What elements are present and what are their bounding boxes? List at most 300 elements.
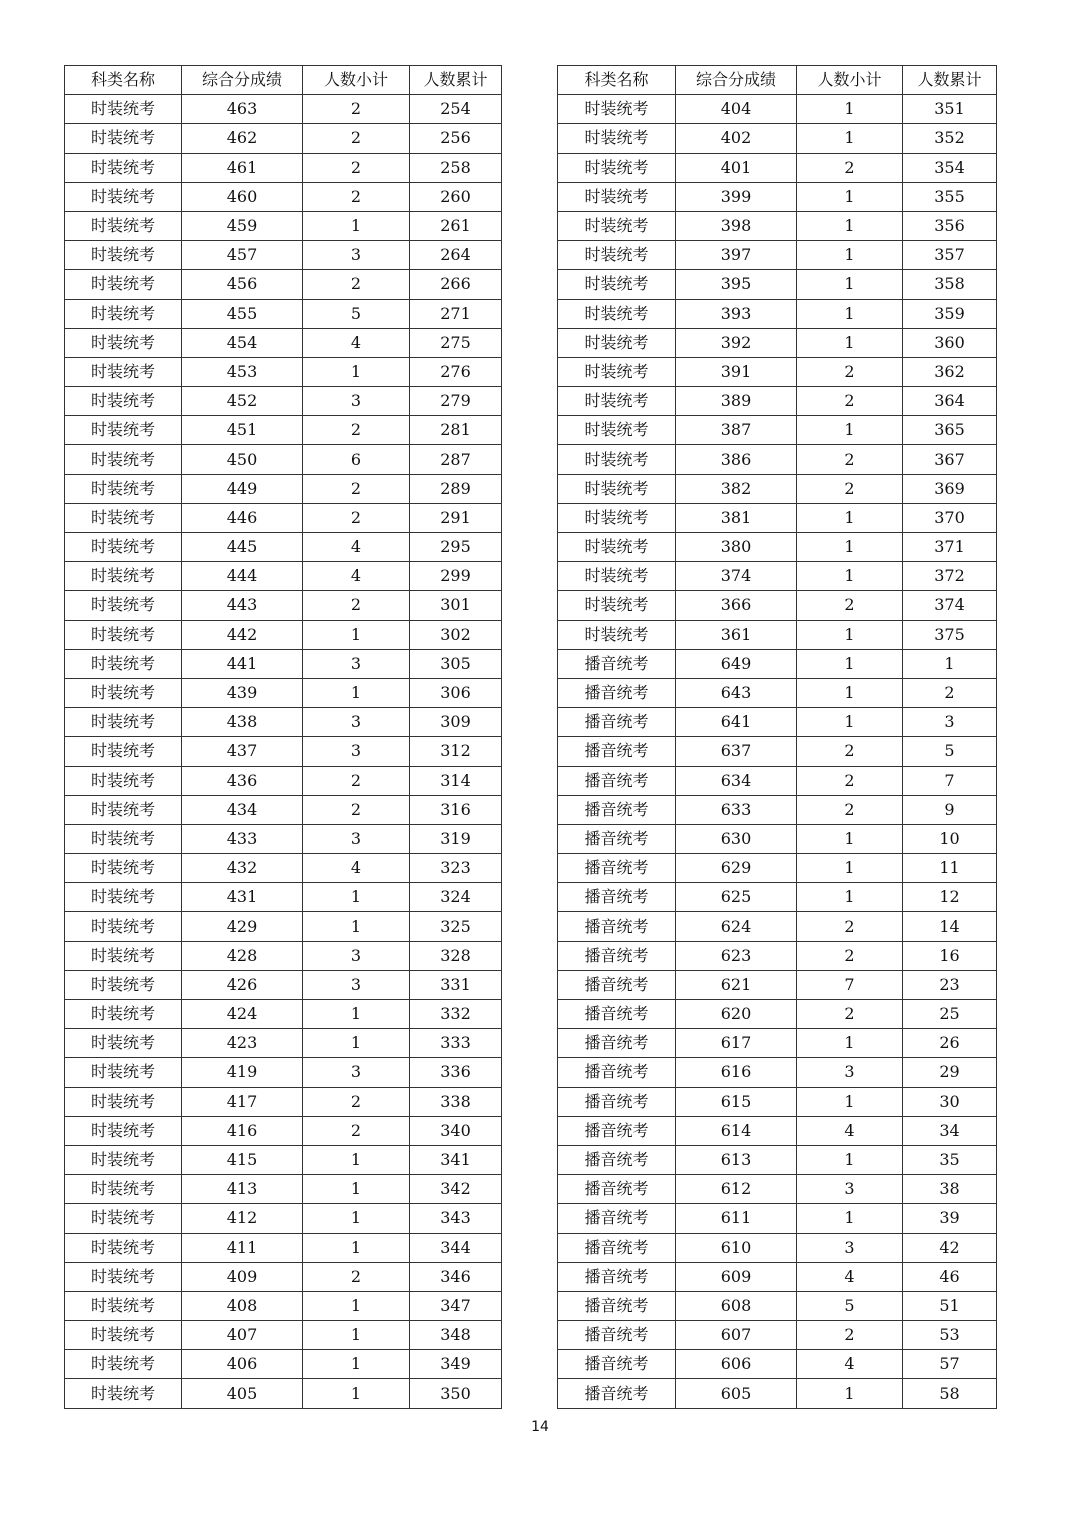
cell-category: 时装统考 (558, 182, 676, 211)
cell-score: 623 (676, 941, 797, 970)
cell-count: 1 (797, 883, 903, 912)
cell-category: 播音统考 (558, 1087, 676, 1116)
cell-count: 3 (303, 241, 410, 270)
cell-score: 446 (182, 503, 303, 532)
cell-count: 2 (797, 445, 903, 474)
cell-category: 播音统考 (558, 883, 676, 912)
cell-category: 时装统考 (558, 503, 676, 532)
cell-score: 395 (676, 270, 797, 299)
cell-category: 时装统考 (65, 620, 182, 649)
cell-category: 播音统考 (558, 1321, 676, 1350)
cell-cumulative: 287 (410, 445, 502, 474)
cell-count: 1 (303, 357, 410, 386)
table-row (65, 1029, 502, 1058)
cell-category: 时装统考 (65, 211, 182, 240)
table-row (558, 503, 997, 532)
cell-score: 615 (676, 1087, 797, 1116)
cell-count: 3 (303, 1058, 410, 1087)
cell-category: 播音统考 (558, 854, 676, 883)
cell-count: 1 (797, 503, 903, 532)
cell-count: 1 (797, 211, 903, 240)
table-row (558, 854, 997, 883)
cell-score: 610 (676, 1233, 797, 1262)
cell-count: 1 (797, 1029, 903, 1058)
cell-count: 1 (797, 562, 903, 591)
cell-score: 605 (676, 1379, 797, 1408)
cell-cumulative: 271 (410, 299, 502, 328)
table-row (65, 737, 502, 766)
cell-count: 1 (303, 620, 410, 649)
table-row (558, 737, 997, 766)
cell-cumulative: 301 (410, 591, 502, 620)
cell-cumulative: 254 (410, 95, 502, 124)
cell-cumulative: 23 (903, 970, 997, 999)
table-row (558, 1350, 997, 1379)
cell-category: 时装统考 (65, 795, 182, 824)
table-row (65, 533, 502, 562)
cell-count: 2 (303, 591, 410, 620)
table-header-row (65, 66, 502, 95)
cell-category: 时装统考 (558, 591, 676, 620)
cell-cumulative: 30 (903, 1087, 997, 1116)
cell-count: 2 (303, 503, 410, 532)
cell-category: 时装统考 (558, 533, 676, 562)
table-row (558, 416, 997, 445)
cell-cumulative: 364 (903, 387, 997, 416)
table-row (558, 124, 997, 153)
table-row (65, 95, 502, 124)
cell-category: 时装统考 (65, 153, 182, 182)
cell-category: 时装统考 (65, 854, 182, 883)
cell-count: 1 (797, 95, 903, 124)
cell-score: 454 (182, 328, 303, 357)
cell-count: 2 (797, 941, 903, 970)
cell-cumulative: 370 (903, 503, 997, 532)
cell-cumulative: 9 (903, 795, 997, 824)
cell-score: 437 (182, 737, 303, 766)
cell-count: 2 (797, 1000, 903, 1029)
cell-category: 播音统考 (558, 649, 676, 678)
cell-score: 452 (182, 387, 303, 416)
table-row (65, 912, 502, 941)
cell-count: 1 (797, 620, 903, 649)
header-cumulative: 人数累计 (410, 66, 502, 95)
cell-category: 时装统考 (65, 270, 182, 299)
cell-count: 4 (303, 562, 410, 591)
cell-cumulative: 354 (903, 153, 997, 182)
cell-count: 5 (797, 1291, 903, 1320)
cell-score: 428 (182, 941, 303, 970)
cell-category: 时装统考 (65, 1087, 182, 1116)
cell-category: 时装统考 (65, 1204, 182, 1233)
cell-category: 时装统考 (65, 474, 182, 503)
cell-score: 616 (676, 1058, 797, 1087)
table-row (65, 241, 502, 270)
cell-category: 时装统考 (65, 941, 182, 970)
cell-category: 时装统考 (558, 299, 676, 328)
cell-score: 386 (676, 445, 797, 474)
cell-count: 2 (303, 95, 410, 124)
table-row (558, 533, 997, 562)
cell-cumulative: 25 (903, 1000, 997, 1029)
cell-score: 405 (182, 1379, 303, 1408)
cell-category: 播音统考 (558, 1029, 676, 1058)
cell-cumulative: 3 (903, 708, 997, 737)
cell-category: 时装统考 (65, 649, 182, 678)
cell-cumulative: 12 (903, 883, 997, 912)
table-row (65, 387, 502, 416)
cell-score: 404 (676, 95, 797, 124)
cell-category: 时装统考 (65, 445, 182, 474)
table-row (558, 649, 997, 678)
cell-score: 463 (182, 95, 303, 124)
cell-count: 1 (797, 708, 903, 737)
cell-count: 4 (797, 1116, 903, 1145)
cell-count: 1 (797, 678, 903, 707)
cell-category: 时装统考 (65, 766, 182, 795)
cell-category: 时装统考 (65, 1116, 182, 1145)
cell-cumulative: 355 (903, 182, 997, 211)
cell-cumulative: 341 (410, 1145, 502, 1174)
cell-category: 播音统考 (558, 708, 676, 737)
cell-cumulative: 347 (410, 1291, 502, 1320)
table-row (558, 1321, 997, 1350)
cell-count: 2 (797, 153, 903, 182)
cell-category: 播音统考 (558, 795, 676, 824)
cell-score: 401 (676, 153, 797, 182)
table-row (558, 912, 997, 941)
cell-category: 时装统考 (558, 620, 676, 649)
table-row (558, 95, 997, 124)
cell-score: 408 (182, 1291, 303, 1320)
cell-category: 时装统考 (558, 387, 676, 416)
cell-score: 441 (182, 649, 303, 678)
page-number: 14 (531, 1419, 549, 1435)
cell-category: 时装统考 (558, 270, 676, 299)
cell-category: 时装统考 (65, 241, 182, 270)
cell-cumulative: 309 (410, 708, 502, 737)
cell-count: 3 (303, 824, 410, 853)
cell-category: 播音统考 (558, 912, 676, 941)
table-row (558, 1000, 997, 1029)
cell-score: 634 (676, 766, 797, 795)
cell-score: 380 (676, 533, 797, 562)
cell-count: 3 (797, 1058, 903, 1087)
cell-count: 2 (797, 795, 903, 824)
cell-score: 413 (182, 1175, 303, 1204)
cell-cumulative: 372 (903, 562, 997, 591)
cell-count: 1 (303, 1350, 410, 1379)
cell-cumulative: 365 (903, 416, 997, 445)
cell-cumulative: 367 (903, 445, 997, 474)
cell-cumulative: 348 (410, 1321, 502, 1350)
cell-count: 5 (303, 299, 410, 328)
cell-cumulative: 261 (410, 211, 502, 240)
cell-score: 609 (676, 1262, 797, 1291)
cell-score: 389 (676, 387, 797, 416)
header-count: 人数小计 (303, 66, 410, 95)
cell-score: 457 (182, 241, 303, 270)
table-row (65, 678, 502, 707)
cell-cumulative: 357 (903, 241, 997, 270)
cell-score: 361 (676, 620, 797, 649)
cell-cumulative: 336 (410, 1058, 502, 1087)
cell-cumulative: 5 (903, 737, 997, 766)
cell-cumulative: 325 (410, 912, 502, 941)
cell-count: 2 (797, 474, 903, 503)
cell-score: 451 (182, 416, 303, 445)
table-row (558, 445, 997, 474)
cell-cumulative: 346 (410, 1262, 502, 1291)
table-row (558, 1116, 997, 1145)
cell-count: 1 (797, 1204, 903, 1233)
cell-cumulative: 266 (410, 270, 502, 299)
cell-count: 2 (303, 766, 410, 795)
table-row (65, 766, 502, 795)
cell-score: 453 (182, 357, 303, 386)
cell-score: 614 (676, 1116, 797, 1145)
cell-cumulative: 2 (903, 678, 997, 707)
cell-category: 时装统考 (65, 824, 182, 853)
cell-count: 1 (303, 1204, 410, 1233)
cell-category: 时装统考 (558, 416, 676, 445)
cell-category: 时装统考 (65, 1350, 182, 1379)
cell-cumulative: 350 (410, 1379, 502, 1408)
cell-score: 624 (676, 912, 797, 941)
cell-count: 3 (303, 649, 410, 678)
cell-score: 460 (182, 182, 303, 211)
cell-category: 时装统考 (558, 211, 676, 240)
cell-count: 1 (797, 1379, 903, 1408)
cell-cumulative: 342 (410, 1175, 502, 1204)
cell-category: 播音统考 (558, 1350, 676, 1379)
cell-cumulative: 299 (410, 562, 502, 591)
cell-count: 4 (797, 1262, 903, 1291)
table-row (65, 270, 502, 299)
table-row (558, 1058, 997, 1087)
cell-score: 392 (676, 328, 797, 357)
score-table-left (64, 65, 502, 1409)
cell-count: 1 (303, 1291, 410, 1320)
table-row (65, 1000, 502, 1029)
table-row (558, 387, 997, 416)
cell-category: 时装统考 (65, 416, 182, 445)
cell-score: 431 (182, 883, 303, 912)
cell-count: 1 (797, 270, 903, 299)
cell-cumulative: 42 (903, 1233, 997, 1262)
cell-score: 606 (676, 1350, 797, 1379)
cell-score: 397 (676, 241, 797, 270)
cell-score: 612 (676, 1175, 797, 1204)
table-row (558, 1262, 997, 1291)
cell-score: 445 (182, 533, 303, 562)
cell-count: 1 (797, 1145, 903, 1174)
table-row (65, 299, 502, 328)
cell-count: 1 (303, 678, 410, 707)
cell-score: 398 (676, 211, 797, 240)
cell-score: 434 (182, 795, 303, 824)
cell-score: 462 (182, 124, 303, 153)
cell-category: 时装统考 (65, 182, 182, 211)
cell-category: 时装统考 (558, 328, 676, 357)
table-row (558, 795, 997, 824)
cell-cumulative: 279 (410, 387, 502, 416)
cell-count: 2 (303, 1087, 410, 1116)
cell-cumulative: 324 (410, 883, 502, 912)
table-row (65, 416, 502, 445)
cell-score: 426 (182, 970, 303, 999)
cell-count: 2 (303, 1116, 410, 1145)
cell-count: 1 (797, 299, 903, 328)
cell-cumulative: 359 (903, 299, 997, 328)
cell-score: 399 (676, 182, 797, 211)
cell-count: 1 (797, 124, 903, 153)
cell-cumulative: 351 (903, 95, 997, 124)
cell-cumulative: 7 (903, 766, 997, 795)
cell-cumulative: 369 (903, 474, 997, 503)
table-row (558, 182, 997, 211)
cell-score: 617 (676, 1029, 797, 1058)
cell-cumulative: 276 (410, 357, 502, 386)
table-row (65, 854, 502, 883)
cell-count: 2 (797, 912, 903, 941)
cell-count: 1 (303, 1145, 410, 1174)
cell-score: 613 (676, 1145, 797, 1174)
table-row (558, 211, 997, 240)
cell-cumulative: 14 (903, 912, 997, 941)
cell-score: 442 (182, 620, 303, 649)
cell-cumulative: 38 (903, 1175, 997, 1204)
cell-count: 1 (797, 1087, 903, 1116)
table-row (65, 795, 502, 824)
cell-cumulative: 51 (903, 1291, 997, 1320)
cell-category: 时装统考 (65, 95, 182, 124)
cell-category: 播音统考 (558, 1000, 676, 1029)
cell-score: 439 (182, 678, 303, 707)
cell-score: 633 (676, 795, 797, 824)
table-row (65, 445, 502, 474)
cell-count: 1 (797, 854, 903, 883)
cell-category: 播音统考 (558, 1145, 676, 1174)
cell-count: 3 (797, 1233, 903, 1262)
cell-category: 时装统考 (65, 737, 182, 766)
cell-cumulative: 352 (903, 124, 997, 153)
cell-count: 2 (303, 270, 410, 299)
cell-cumulative: 374 (903, 591, 997, 620)
cell-score: 407 (182, 1321, 303, 1350)
header-cumulative: 人数累计 (903, 66, 997, 95)
cell-cumulative: 358 (903, 270, 997, 299)
cell-score: 459 (182, 211, 303, 240)
table-row (65, 1350, 502, 1379)
table-row (65, 1204, 502, 1233)
cell-count: 1 (797, 824, 903, 853)
cell-count: 4 (797, 1350, 903, 1379)
cell-cumulative: 316 (410, 795, 502, 824)
cell-category: 播音统考 (558, 678, 676, 707)
table-row (65, 562, 502, 591)
cell-cumulative: 1 (903, 649, 997, 678)
cell-cumulative: 344 (410, 1233, 502, 1262)
cell-category: 时装统考 (65, 1262, 182, 1291)
cell-category: 时装统考 (65, 678, 182, 707)
cell-count: 1 (303, 1000, 410, 1029)
table-row (558, 708, 997, 737)
cell-score: 443 (182, 591, 303, 620)
cell-cumulative: 312 (410, 737, 502, 766)
cell-count: 4 (303, 854, 410, 883)
cell-score: 611 (676, 1204, 797, 1233)
cell-cumulative: 338 (410, 1087, 502, 1116)
table-row (558, 270, 997, 299)
table-row (65, 708, 502, 737)
table-row (558, 1379, 997, 1408)
table-row (65, 182, 502, 211)
cell-cumulative: 328 (410, 941, 502, 970)
cell-score: 444 (182, 562, 303, 591)
cell-category: 时装统考 (65, 562, 182, 591)
table-row (65, 824, 502, 853)
cell-score: 449 (182, 474, 303, 503)
cell-cumulative: 375 (903, 620, 997, 649)
cell-score: 416 (182, 1116, 303, 1145)
table-row (558, 941, 997, 970)
table-row (65, 1291, 502, 1320)
cell-count: 1 (797, 328, 903, 357)
cell-score: 406 (182, 1350, 303, 1379)
table-row (558, 620, 997, 649)
cell-count: 2 (303, 182, 410, 211)
cell-count: 2 (797, 387, 903, 416)
cell-count: 1 (303, 883, 410, 912)
cell-count: 7 (797, 970, 903, 999)
cell-cumulative: 58 (903, 1379, 997, 1408)
cell-category: 时装统考 (65, 328, 182, 357)
table-row (558, 766, 997, 795)
cell-cumulative: 39 (903, 1204, 997, 1233)
cell-score: 402 (676, 124, 797, 153)
cell-count: 1 (797, 182, 903, 211)
table-row (558, 1204, 997, 1233)
cell-score: 424 (182, 1000, 303, 1029)
cell-count: 4 (303, 533, 410, 562)
cell-count: 1 (797, 533, 903, 562)
table-row (558, 241, 997, 270)
cell-cumulative: 306 (410, 678, 502, 707)
cell-category: 时装统考 (65, 503, 182, 532)
table-row (558, 1233, 997, 1262)
header-category: 科类名称 (558, 66, 676, 95)
table-row (65, 503, 502, 532)
cell-count: 3 (303, 941, 410, 970)
cell-count: 2 (797, 591, 903, 620)
cell-score: 419 (182, 1058, 303, 1087)
cell-score: 438 (182, 708, 303, 737)
cell-count: 2 (797, 737, 903, 766)
cell-category: 播音统考 (558, 1233, 676, 1262)
cell-count: 3 (797, 1175, 903, 1204)
cell-category: 播音统考 (558, 1175, 676, 1204)
cell-count: 2 (303, 474, 410, 503)
cell-cumulative: 34 (903, 1116, 997, 1145)
cell-cumulative: 256 (410, 124, 502, 153)
cell-score: 649 (676, 649, 797, 678)
cell-category: 时装统考 (558, 474, 676, 503)
cell-score: 608 (676, 1291, 797, 1320)
cell-score: 409 (182, 1262, 303, 1291)
table-row (65, 649, 502, 678)
cell-category: 播音统考 (558, 737, 676, 766)
